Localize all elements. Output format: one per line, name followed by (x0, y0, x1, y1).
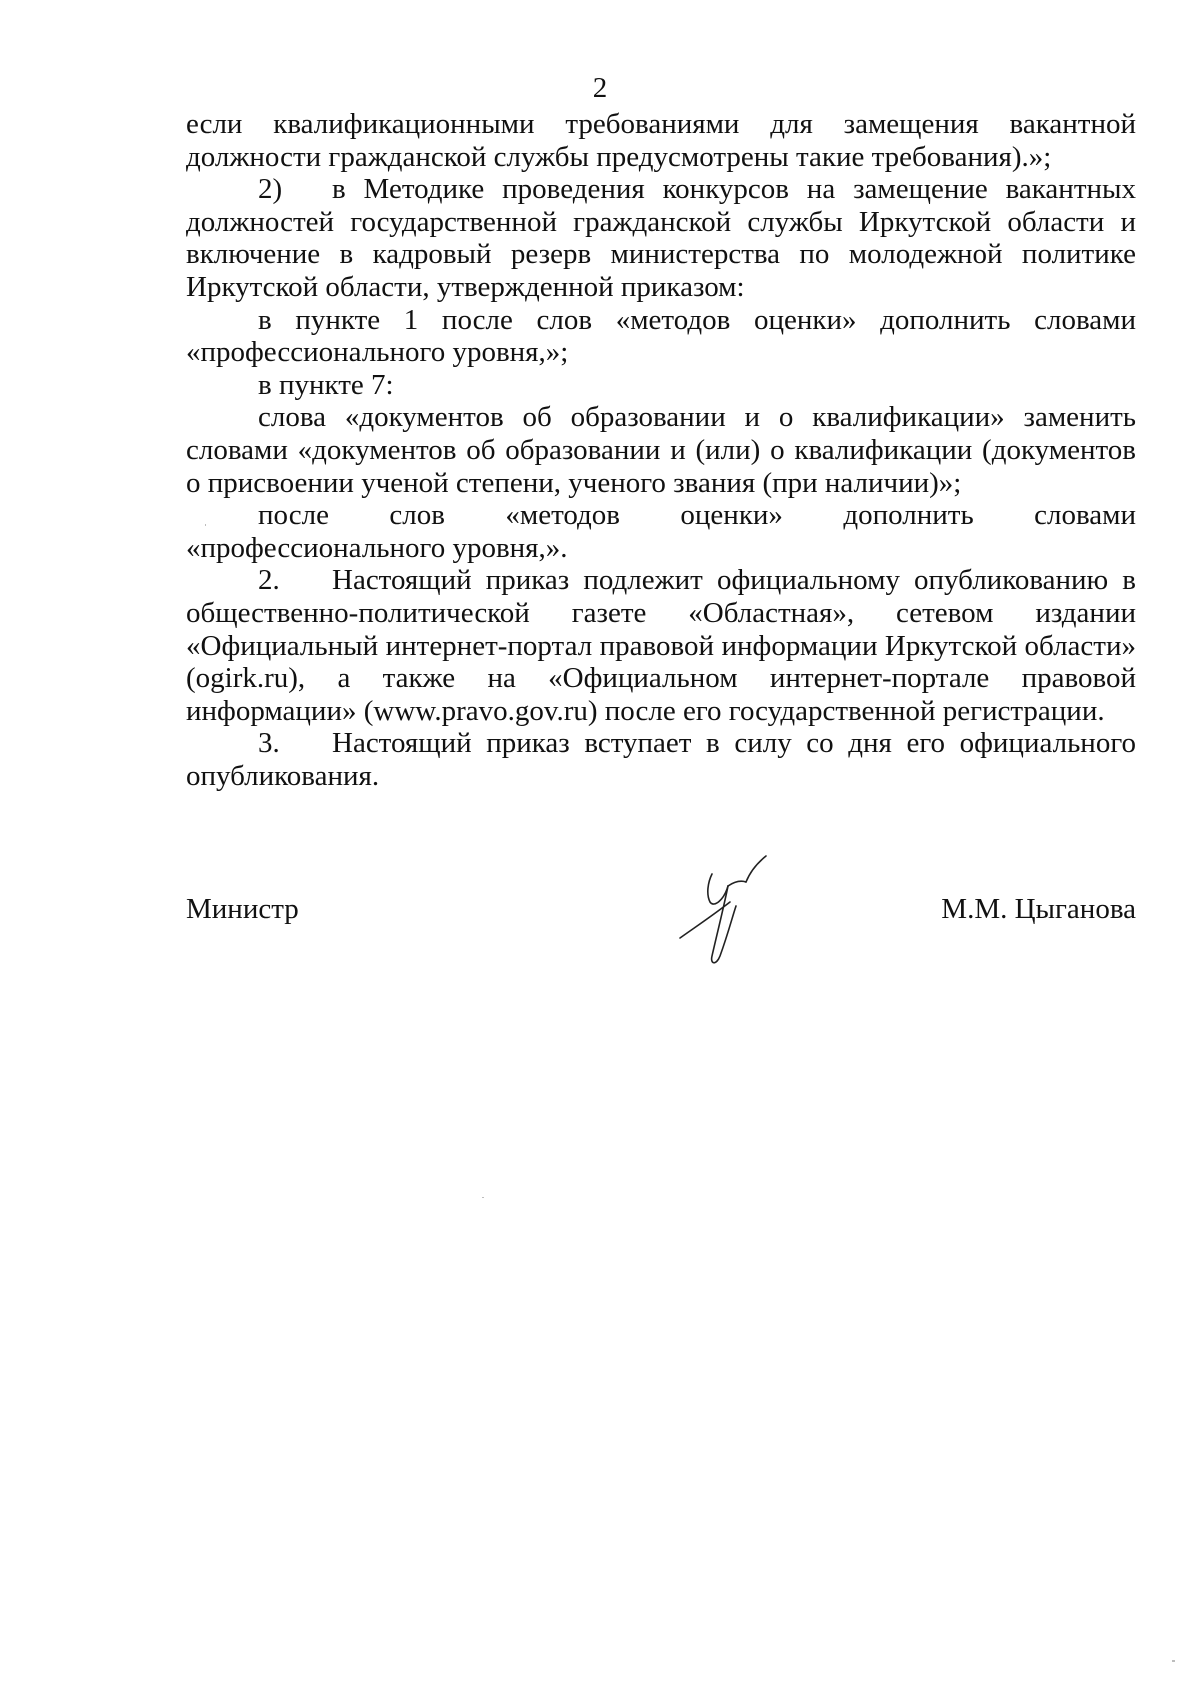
paragraph-point-1 (186, 304, 1136, 369)
paragraph-text: в Методике проведения конкурсов на замещение вакантных должностей государственной гражданской службы Иркутской области и включение в кадровый резерв министерства по молодежной политике Иркутской области, утвержденной приказом: (186, 173, 1136, 303)
item-number: 2) (258, 173, 283, 206)
paragraph-replace-words (186, 401, 1136, 499)
signature-block (186, 893, 1136, 933)
paragraph-text: Настоящий приказ подлежит официальному опубликованию в общественно-политической газете «Областная», сетевом издании «Официальный интернет-портал правовой информации Иркутской области» (ogirk.ru), а также на «Официальном интернет-портале правовой информации» (www.pravo.gov.ru) после его государственной регистрации. (186, 564, 1136, 727)
item-number: 2. (258, 564, 280, 597)
paragraph-text: Настоящий приказ вступает в силу со дня его официального опубликования. (186, 727, 1136, 792)
paragraph-item-effective (186, 727, 1136, 792)
paragraph-text: если квалификационными требованиями для замещения вакантной должности гражданской службы предусмотрены такие требования).»; (186, 108, 1136, 173)
paragraph-item-publication (186, 564, 1136, 727)
paragraph-continuation (186, 108, 1136, 173)
paragraph-text: слова «документов об образовании и о квалификации» заменить словами «документов об образовании и (или) о квалификации (документов о присвоении ученой степени, ученого звания (при наличии)»; (186, 401, 1136, 499)
signatory-name: М.М. Цыганова (941, 893, 1136, 925)
signatory-position: Министр (186, 893, 299, 925)
scan-speck (205, 524, 206, 526)
paragraph-add-words (186, 499, 1136, 564)
paragraph-text: в пункте 1 после слов «методов оценки» дополнить словами «профессионального уровня,»; (186, 303, 1136, 369)
scan-speck (482, 1197, 484, 1198)
document-body (186, 108, 1136, 792)
paragraph-item-2 (186, 173, 1136, 303)
scan-speck (1172, 1660, 1175, 1662)
page-number: 2 (592, 72, 608, 104)
item-number: 3. (258, 727, 280, 760)
paragraph-point-7 (186, 369, 1136, 402)
paragraph-text: после слов «методов оценки» дополнить словами «профессионального уровня,». (186, 499, 1136, 564)
handwritten-signature (668, 852, 798, 972)
paragraph-text: в пункте 7: (258, 368, 394, 401)
